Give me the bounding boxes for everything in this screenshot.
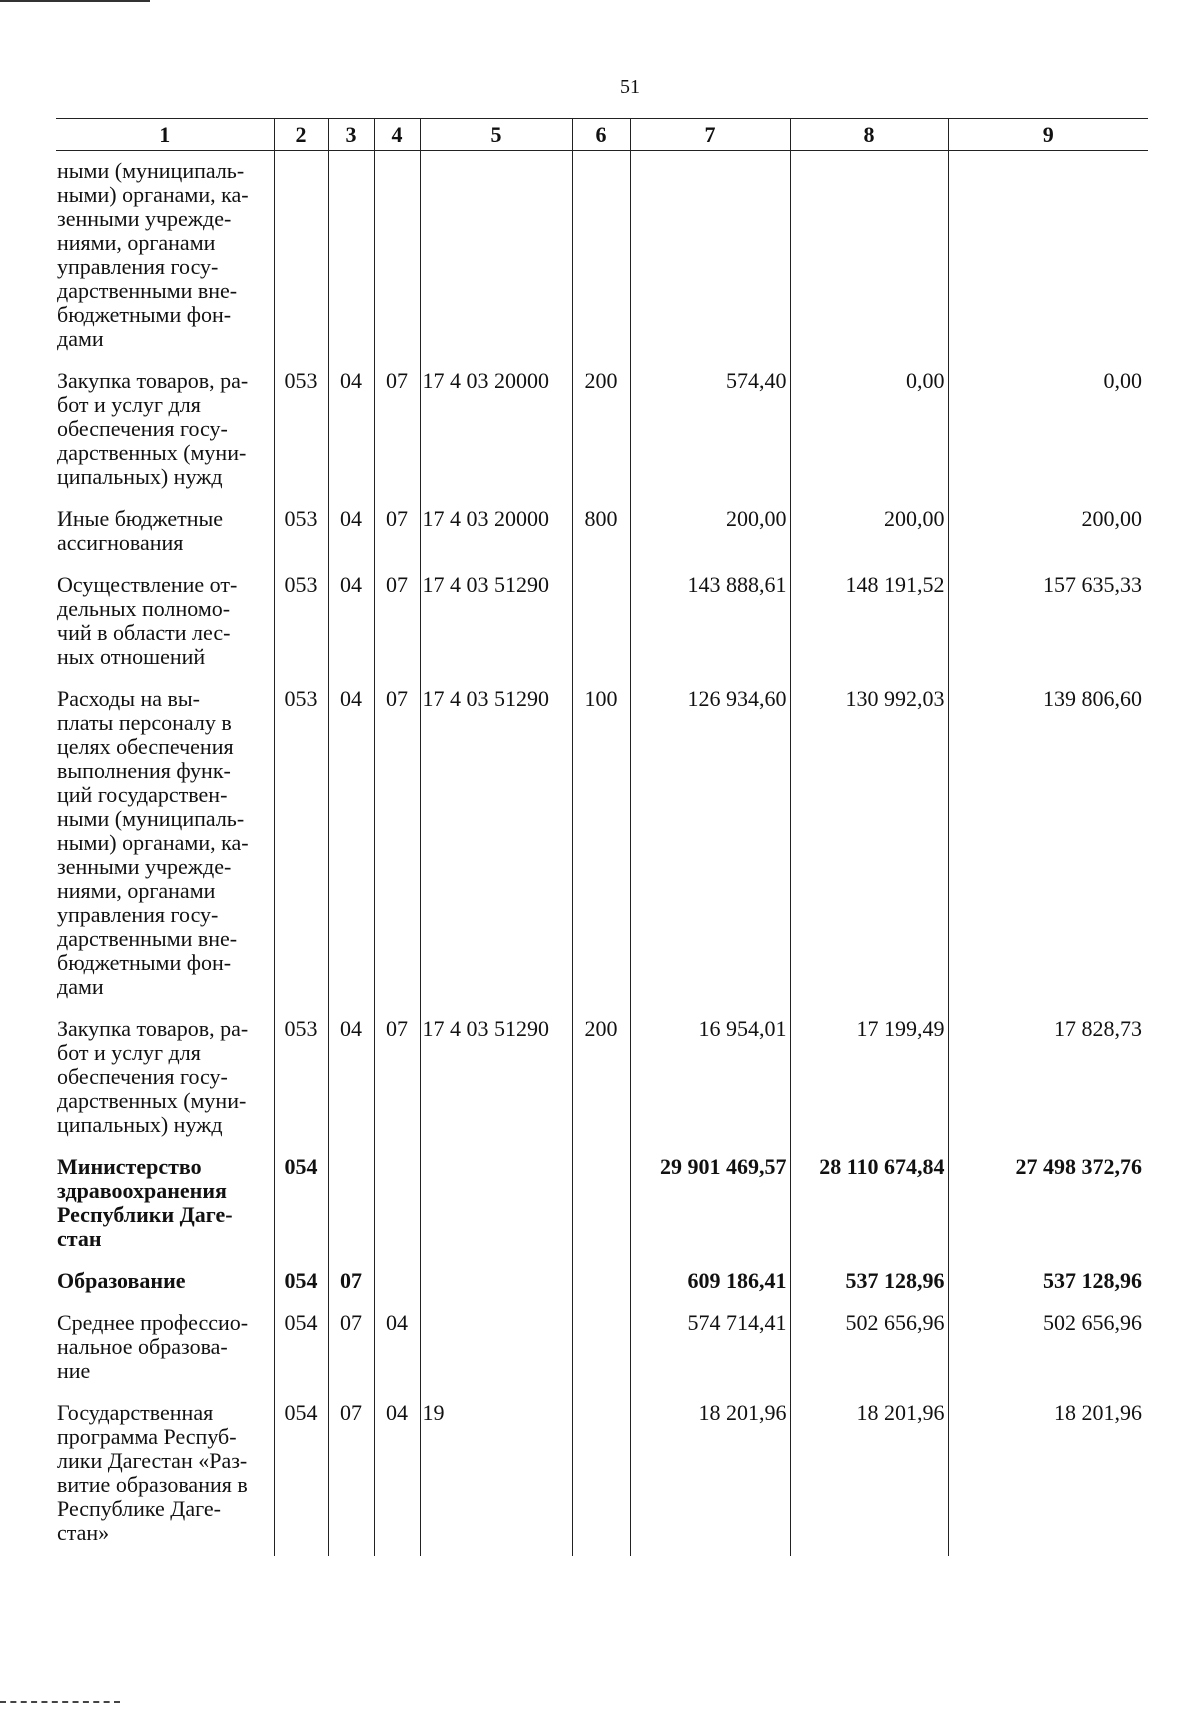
cell-target-article — [420, 1262, 572, 1304]
cell-amount-col7: 574 714,41 — [630, 1304, 790, 1394]
table-row — [56, 1010, 1148, 1148]
cell-amount-col7: 18 201,96 — [630, 1394, 790, 1556]
cell-admin-code: 053 — [274, 1010, 328, 1148]
cell-target-article: 17 4 03 51290 — [420, 1010, 572, 1148]
cell-expense-type: 100 — [572, 680, 630, 1010]
cell-amount-col7: 126 934,60 — [630, 680, 790, 1010]
cell-admin-code: 054 — [274, 1304, 328, 1394]
table-row — [56, 566, 1148, 680]
budget-table — [56, 118, 1148, 1556]
cell-amount-col9: 18 201,96 — [948, 1394, 1148, 1556]
cell-expense-type: 800 — [572, 500, 630, 566]
cell-amount-col7 — [630, 151, 790, 363]
cell-amount-col8: 537 128,96 — [790, 1262, 948, 1304]
cell-section: 07 — [328, 1394, 374, 1556]
cell-section: 07 — [328, 1304, 374, 1394]
cell-amount-col8: 148 191,52 — [790, 566, 948, 680]
cell-subsection: 07 — [374, 500, 420, 566]
cell-amount-col9: 537 128,96 — [948, 1262, 1148, 1304]
cell-amount-col9: 502 656,96 — [948, 1304, 1148, 1394]
cell-subsection: 07 — [374, 566, 420, 680]
cell-description: Иные бюджетные ассигнования — [57, 506, 224, 555]
cell-subsection: 04 — [374, 1394, 420, 1556]
cell-amount-col9 — [948, 151, 1148, 363]
cell-admin-code — [274, 151, 328, 363]
cell-subsection — [374, 1262, 420, 1304]
cell-amount-col8: 18 201,96 — [790, 1394, 948, 1556]
cell-target-article — [420, 1304, 572, 1394]
column-header: 9 — [948, 119, 1148, 151]
cell-subsection: 04 — [374, 1304, 420, 1394]
cell-section: 07 — [328, 1262, 374, 1304]
cell-admin-code: 054 — [274, 1262, 328, 1304]
cell-expense-type — [572, 1304, 630, 1394]
column-header: 7 — [630, 119, 790, 151]
cell-amount-col9: 17 828,73 — [948, 1010, 1148, 1148]
cell-section: 04 — [328, 362, 374, 500]
cell-amount-col7: 574,40 — [630, 362, 790, 500]
table-row — [56, 500, 1148, 566]
cell-target-article: 17 4 03 51290 — [420, 566, 572, 680]
cell-description: Осуществление от- дельных полномо- чий в области лес- ных отношений — [57, 572, 238, 669]
cell-description: Образование — [57, 1268, 186, 1293]
cell-amount-col9: 157 635,33 — [948, 566, 1148, 680]
column-header: 5 — [420, 119, 572, 151]
cell-admin-code: 053 — [274, 362, 328, 500]
cell-target-article: 17 4 03 51290 — [420, 680, 572, 1010]
table-body — [56, 151, 1148, 1557]
cell-description: Расходы на вы- платы персоналу в целях обеспечения выполнения функ- ций государствен- ными (муниципаль- ными) органами, ка- зенными учрежде- ниями, органами управления госу- дарственными вне- бюджетными фон- дами — [57, 686, 249, 999]
cell-expense-type: 200 — [572, 362, 630, 500]
column-header: 2 — [274, 119, 328, 151]
cell-amount-col7: 29 901 469,57 — [630, 1148, 790, 1262]
column-header: 1 — [56, 119, 274, 151]
table-row — [56, 362, 1148, 500]
cell-amount-col9: 139 806,60 — [948, 680, 1148, 1010]
cell-amount-col7: 16 954,01 — [630, 1010, 790, 1148]
table-row — [56, 1304, 1148, 1394]
table-row — [56, 1148, 1148, 1262]
cell-expense-type: 200 — [572, 1010, 630, 1148]
cell-amount-col8: 28 110 674,84 — [790, 1148, 948, 1262]
cell-subsection: 07 — [374, 1010, 420, 1148]
column-header: 3 — [328, 119, 374, 151]
cell-amount-col7: 609 186,41 — [630, 1262, 790, 1304]
cell-amount-col7: 200,00 — [630, 500, 790, 566]
cell-target-article: 17 4 03 20000 — [420, 500, 572, 566]
cell-admin-code: 054 — [274, 1394, 328, 1556]
header-row — [56, 119, 1148, 151]
cell-section — [328, 1148, 374, 1262]
cell-target-article — [420, 151, 572, 363]
top-edge-rule — [0, 0, 150, 2]
cell-subsection: 07 — [374, 362, 420, 500]
cell-section: 04 — [328, 566, 374, 680]
table-row — [56, 1394, 1148, 1556]
column-header: 6 — [572, 119, 630, 151]
table-row — [56, 1262, 1148, 1304]
cell-subsection: 07 — [374, 680, 420, 1010]
column-header: 4 — [374, 119, 420, 151]
cell-amount-col8: 502 656,96 — [790, 1304, 948, 1394]
page-number: 51 — [620, 76, 640, 98]
cell-amount-col8: 17 199,49 — [790, 1010, 948, 1148]
cell-expense-type — [572, 151, 630, 363]
cell-section — [328, 151, 374, 363]
table-row — [56, 151, 1148, 363]
cell-target-article: 19 — [420, 1394, 572, 1556]
bottom-edge-rule — [0, 1701, 120, 1703]
cell-description: Закупка товаров, ра- бот и услуг для обеспечения госу- дарственных (муни- ципальных) нужд — [57, 1016, 249, 1137]
table-row — [56, 680, 1148, 1010]
cell-expense-type — [572, 1148, 630, 1262]
cell-amount-col9: 200,00 — [948, 500, 1148, 566]
table-header — [56, 119, 1148, 151]
cell-amount-col9: 27 498 372,76 — [948, 1148, 1148, 1262]
column-header: 8 — [790, 119, 948, 151]
cell-section: 04 — [328, 1010, 374, 1148]
cell-subsection — [374, 1148, 420, 1262]
cell-expense-type — [572, 1262, 630, 1304]
cell-admin-code: 053 — [274, 680, 328, 1010]
cell-admin-code: 053 — [274, 566, 328, 680]
cell-expense-type — [572, 1394, 630, 1556]
cell-description: Государственная программа Респуб- лики Дагестан «Раз- витие образования в Республике Даге- стан» — [57, 1400, 248, 1545]
cell-admin-code: 053 — [274, 500, 328, 566]
cell-description: Министерство здравоохранения Республики Даге- стан — [57, 1154, 233, 1251]
cell-amount-col8 — [790, 151, 948, 363]
cell-target-article: 17 4 03 20000 — [420, 362, 572, 500]
cell-description: ными (муниципаль- ными) органами, ка- зенными учрежде- ниями, органами управления госу- дарственными вне- бюджетными фон- дами — [57, 158, 249, 351]
cell-amount-col8: 130 992,03 — [790, 680, 948, 1010]
cell-description: Закупка товаров, ра- бот и услуг для обеспечения госу- дарственных (муни- ципальных) нужд — [57, 368, 249, 489]
cell-expense-type — [572, 566, 630, 680]
cell-section: 04 — [328, 680, 374, 1010]
cell-description: Среднее профессио- нальное образова- ние — [57, 1310, 249, 1383]
cell-amount-col7: 143 888,61 — [630, 566, 790, 680]
cell-target-article — [420, 1148, 572, 1262]
cell-amount-col8: 0,00 — [790, 362, 948, 500]
cell-amount-col8: 200,00 — [790, 500, 948, 566]
cell-section: 04 — [328, 500, 374, 566]
cell-admin-code: 054 — [274, 1148, 328, 1262]
cell-amount-col9: 0,00 — [948, 362, 1148, 500]
cell-subsection — [374, 151, 420, 363]
